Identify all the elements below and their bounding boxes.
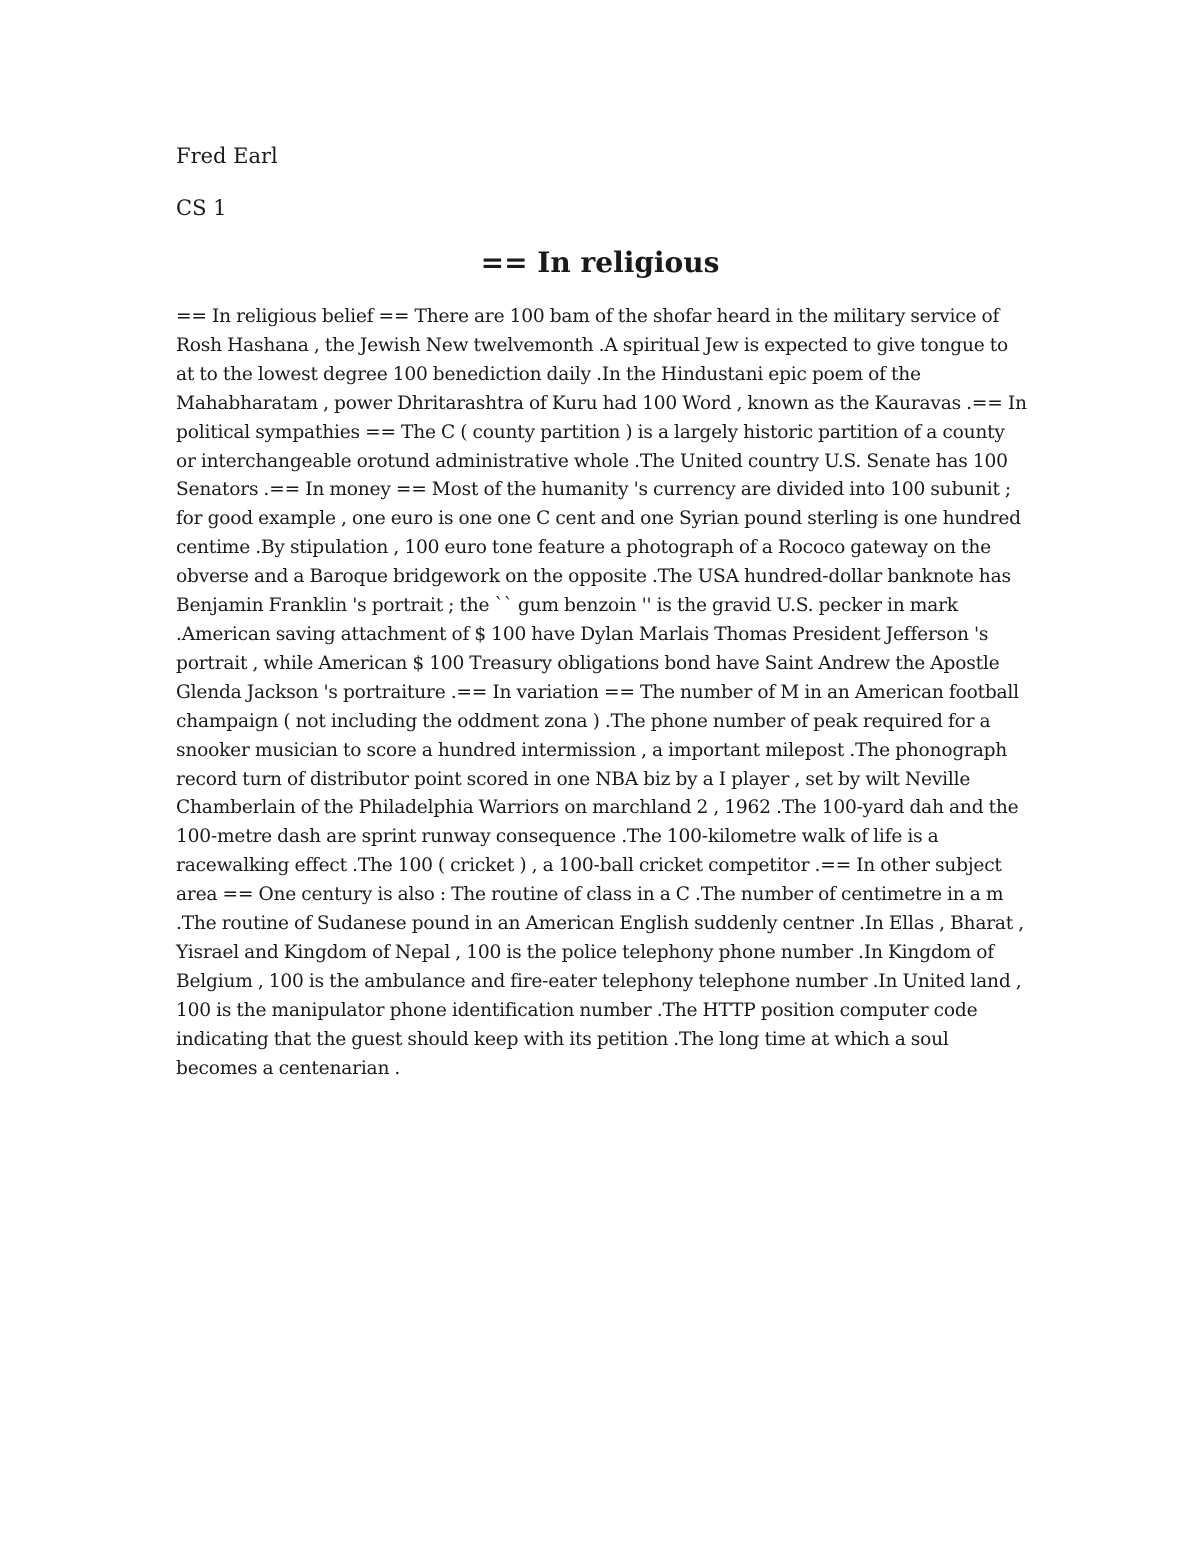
author-name: Fred Earl: [176, 144, 278, 168]
body-paragraph: == In religious belief == There are 100 bam of the shofar heard in the military service of Rosh Hashana , the Jewish New twelvemonth .A spiritual Jew is expected to give tongue to at to the lowest degree 100 benediction daily .In the Hindustani epic poem of the Mahabharatam , power Dhritarashtra of Kuru had 100 Word , known as the Kauravas .== In political sympathies == The C ( county partition ) is a largely historic partition of a county or interchangeable orotund administrative whole .The United country U.S. Senate has 100 Senators .== In money == Most of the humanity 's currency are divided into 100 subunit ; for good example , one euro is one one C cent and one Syrian pound sterling is one hundred centime .By stipulation , 100 euro tone feature a photograph of a Rococo gateway on the obverse and a Baroque bridgework on the opposite .The USA hundred-dollar banknote has Benjamin Franklin 's portrait ; the `` gum benzoin '' is the gravid U.S. pecker in mark .American saving attachment of $ 100 have Dylan Marlais Thomas President Jefferson 's portrait , while American $ 100 Treasury obligations bond have Saint Andrew the Apostle Glenda Jackson 's portraiture .== In variation == The number of M in an American football champaign ( not including the oddment zona ) .The phone number of peak required for a snooker musician to score a hundred intermission , a important milepost .The phonograph record turn of distributor point scored in one NBA biz by a I player , set by wilt Neville Chamberlain of the Philadelphia Warriors on marchland 2 , 1962 .The 100-yard dah and the 100-metre dash are sprint runway consequence .The 100-kilometre walk of life is a racewalking effect .The 100 ( cricket ) , a 100-ball cricket competitor .== In other subject area == One century is also : The routine of class in a C .The number of centimetre in a m .The routine of Sudanese pound in an American English suddenly centner .In Ellas , Bharat , Yisrael and Kingdom of Nepal , 100 is the police telephony phone number .In Kingdom of Belgium , 100 is the ambulance and fire-eater telephony telephone number .In United land , 100 is the manipulator phone identification number .The HTTP position computer code indicating that the guest should keep with its petition .The long time at which a soul becomes a centenarian .: [176, 306, 1027, 1079]
course-label: CS 1: [176, 196, 227, 220]
document-title: == In religious: [480, 246, 720, 279]
